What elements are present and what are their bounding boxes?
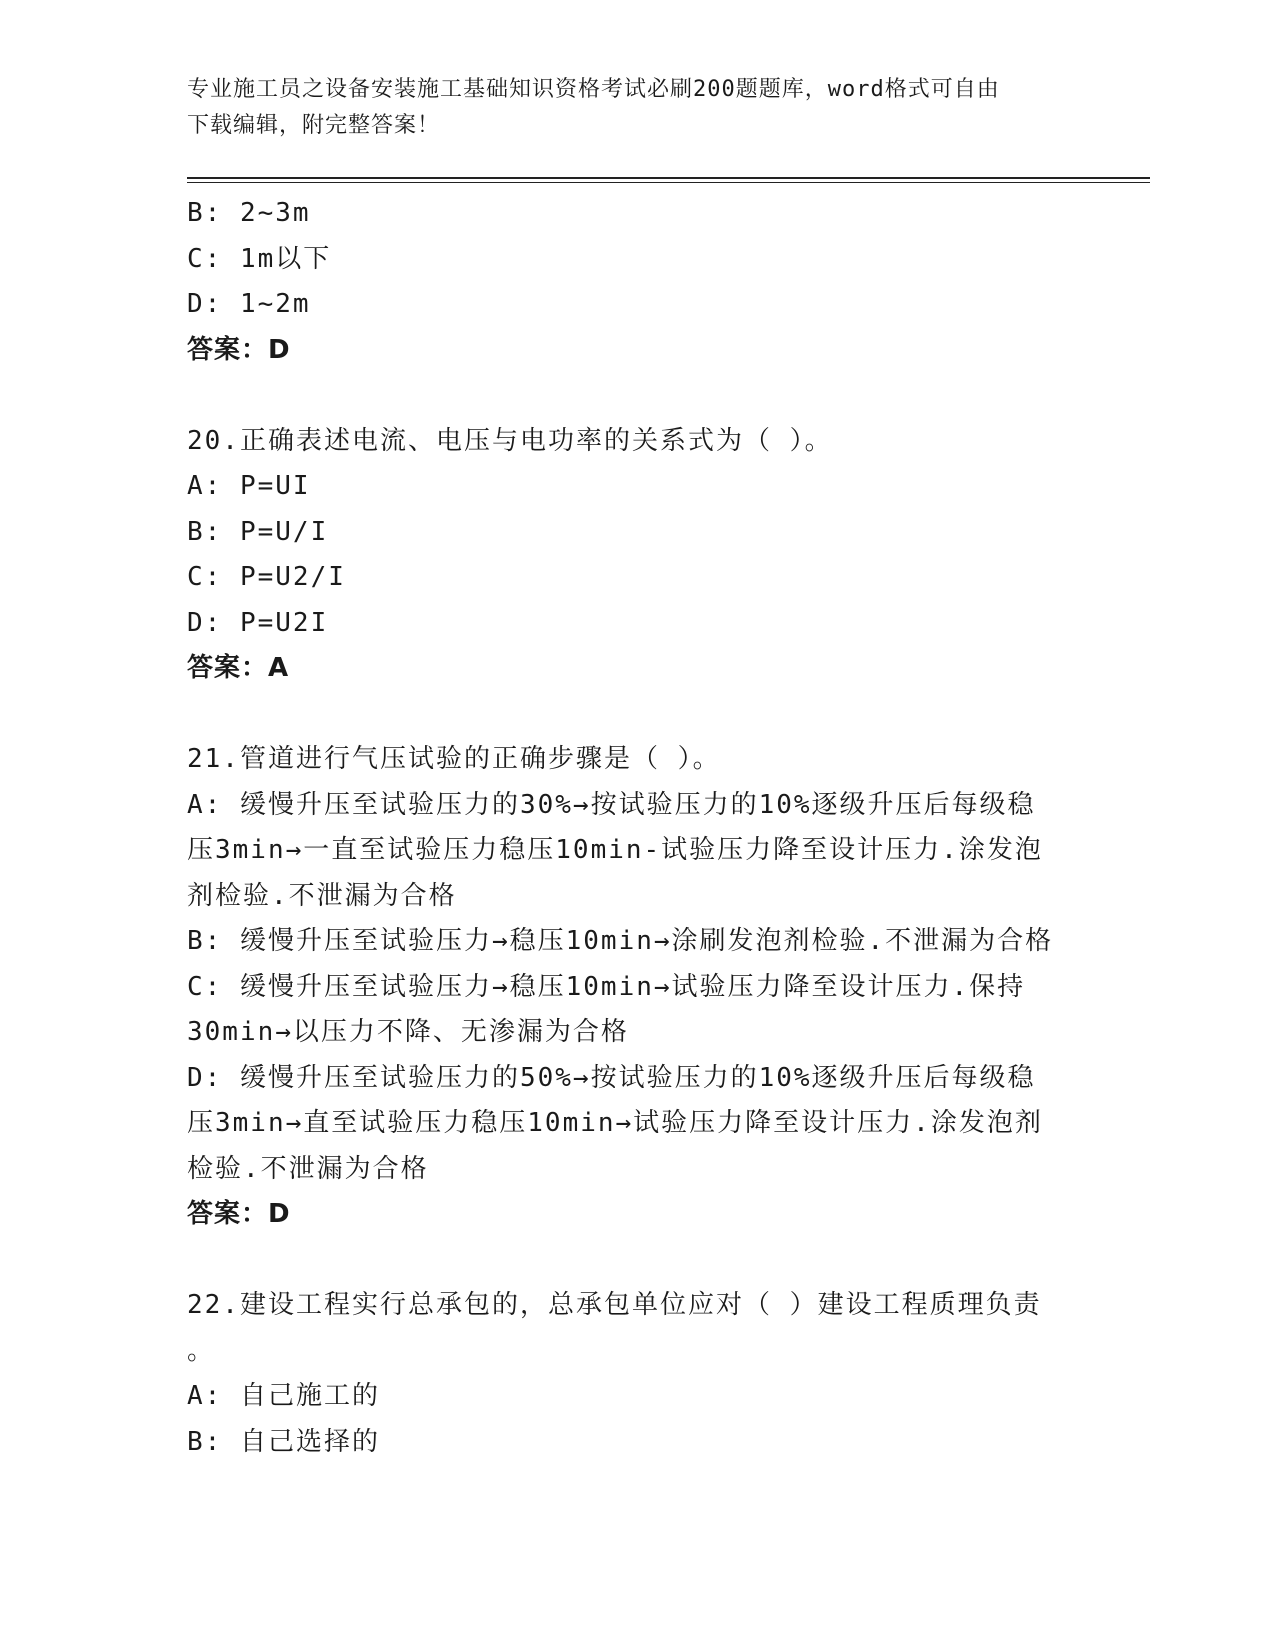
q20-question: 20.正确表述电流、电压与电功率的关系式为（ ）。 (187, 425, 833, 456)
spacer (187, 692, 1087, 738)
q20-option-d: D: P=U2I (187, 607, 329, 638)
q21-option-d-line-3: 检验.不泄漏为合格 (187, 1153, 429, 1184)
q21-option-a-line-3: 剂检验.不泄漏为合格 (187, 880, 457, 911)
question-list (187, 191, 1087, 1465)
spacer (187, 373, 1087, 419)
q22-question-line-1: 22.建设工程实行总承包的，总承包单位应对（ ）建设工程质理负责 (187, 1290, 1042, 1320)
header-rule-thin (187, 182, 1150, 183)
q19-answer: 答案：D (187, 334, 291, 365)
q20-option-c: C: P=U2/I (187, 562, 346, 592)
spacer (187, 1238, 1087, 1284)
q21-option-c-line-2: 30min→以压力不降、无渗漏为合格 (187, 1017, 629, 1047)
q19-option-b: B: 2~3m (187, 198, 311, 228)
header-line-2: 下载编辑，附完整答案！ (187, 113, 441, 138)
q22-option-b: B: 自己选择的 (187, 1426, 380, 1457)
q21-question: 21.管道进行气压试验的正确步骤是（ ）。 (187, 744, 721, 774)
q21-answer: 答案：D (187, 1199, 291, 1229)
q21-option-d-line-2: 压3min→直至试验压力稳压10min→试验压力降至设计压力.涂发泡剂 (187, 1108, 1043, 1138)
document-header (187, 72, 1087, 144)
header-rule-thick (187, 177, 1150, 179)
q22-question-line-2: 。 (187, 1335, 216, 1366)
q21-option-a-line-1: A: 缓慢升压至试验压力的30%→按试验压力的10%逐级升压后每级稳 (187, 789, 1036, 820)
q19-option-d: D: 1~2m (187, 289, 311, 319)
q20-option-b: B: P=U/I (187, 516, 329, 547)
q21-option-d-line-1: D: 缓慢升压至试验压力的50%→按试验压力的10%逐级升压后每级稳 (187, 1062, 1036, 1093)
q21-option-a-line-2: 压3min→一直至试验压力稳压10min-试验压力降至设计压力.涂发泡 (187, 835, 1043, 865)
q21-option-b: B: 缓慢升压至试验压力→稳压10min→涂刷发泡剂检验.不泄漏为合格 (187, 926, 1054, 956)
header-line-1: 专业施工员之设备安装施工基础知识资格考试必刷200题题库，word格式可自由 (187, 77, 1000, 102)
q21-option-c-line-1: C: 缓慢升压至试验压力→稳压10min→试验压力降至设计压力.保持 (187, 971, 1026, 1002)
q22-option-a: A: 自己施工的 (187, 1381, 380, 1411)
q20-answer: 答案：A (187, 653, 290, 683)
q20-option-a: A: P=UI (187, 471, 311, 501)
q19-option-c: C: 1m以下 (187, 243, 332, 274)
